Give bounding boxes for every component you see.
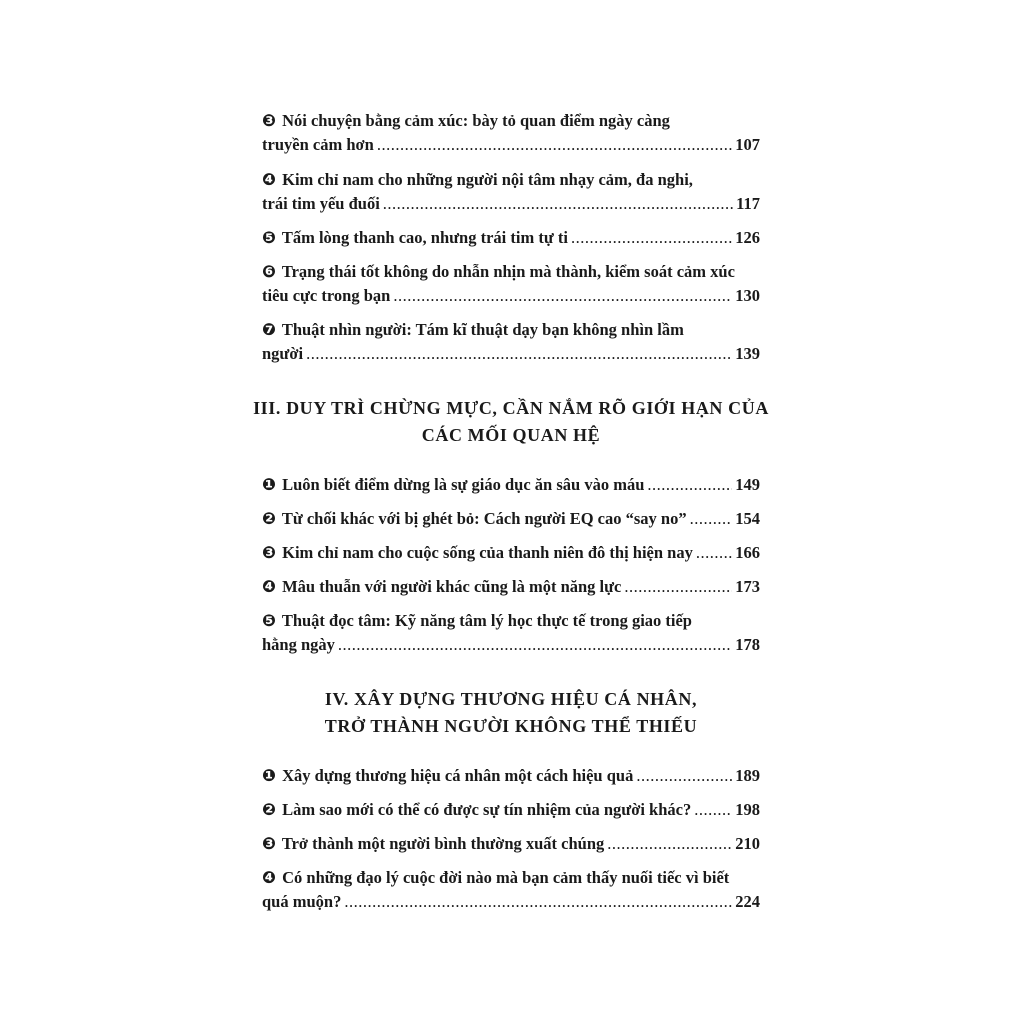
entry-title-cont: tiêu cực trong bạn bbox=[262, 286, 391, 305]
number-3-icon: ❸ bbox=[262, 111, 276, 130]
number-5-icon: ❺ bbox=[262, 611, 276, 630]
entry-title-cont: truyền cảm hơn bbox=[262, 135, 374, 154]
entry-title-cont: hằng ngày bbox=[262, 635, 335, 654]
number-2-icon: ❷ bbox=[262, 800, 276, 819]
entry-title-cont: quá muộn? bbox=[262, 892, 342, 911]
dot-leader bbox=[338, 633, 732, 657]
number-3-icon: ❸ bbox=[262, 834, 276, 853]
page-number: 210 bbox=[735, 834, 760, 853]
entry-title: Thuật nhìn người: Tám kĩ thuật dạy bạn không nhìn lầm bbox=[281, 320, 684, 339]
dot-leader bbox=[636, 764, 732, 788]
toc-entry bbox=[262, 832, 760, 856]
number-4-icon: ❹ bbox=[262, 577, 276, 596]
dot-leader bbox=[383, 192, 733, 216]
section-heading-line: IV. XÂY DỰNG THƯƠNG HIỆU CÁ NHÂN, bbox=[324, 689, 698, 709]
number-1-icon: ❶ bbox=[262, 766, 276, 785]
section-heading bbox=[242, 686, 780, 740]
number-3-icon: ❸ bbox=[262, 543, 276, 562]
page-number: 189 bbox=[735, 766, 760, 785]
number-7-icon: ❼ bbox=[262, 320, 276, 339]
dot-leader bbox=[344, 890, 732, 914]
toc-entry bbox=[262, 226, 760, 250]
entry-title: Luôn biết điểm dừng là sự giáo dục ăn sâu vào máu bbox=[282, 475, 645, 494]
number-4-icon: ❹ bbox=[262, 170, 276, 189]
toc-entry bbox=[262, 318, 760, 366]
entry-title: Làm sao mới có thể có được sự tín nhiệm của người khác? bbox=[282, 800, 692, 819]
dot-leader bbox=[690, 507, 733, 531]
number-2-icon: ❷ bbox=[262, 509, 276, 528]
page-number: 198 bbox=[735, 800, 760, 819]
section-heading-line: III. DUY TRÌ CHỪNG MỰC, CẦN NẮM RÕ GIỚI HẠN CỦA bbox=[253, 398, 769, 418]
toc-entry bbox=[262, 866, 760, 914]
entry-title: Trạng thái tốt không do nhẫn nhịn mà thành, kiểm soát cảm xúc bbox=[281, 262, 735, 281]
entry-title: Tấm lòng thanh cao, nhưng trái tim tự ti bbox=[281, 228, 568, 247]
toc-entry bbox=[262, 260, 760, 308]
section-heading-line: TRỞ THÀNH NGƯỜI KHÔNG THỂ THIẾU bbox=[324, 716, 698, 736]
entry-title: Kim chỉ nam cho những người nội tâm nhạy cảm, đa nghi, bbox=[282, 170, 693, 189]
entry-title: Kim chỉ nam cho cuộc sống của thanh niên đô thị hiện nay bbox=[282, 543, 693, 562]
number-6-icon: ❻ bbox=[262, 262, 276, 281]
dot-leader bbox=[624, 575, 732, 599]
number-5-icon: ❺ bbox=[262, 228, 276, 247]
section-heading bbox=[242, 395, 780, 449]
page-number: 178 bbox=[735, 635, 760, 654]
toc-entry bbox=[262, 575, 760, 599]
page-number: 130 bbox=[735, 286, 760, 305]
page-number: 117 bbox=[736, 194, 760, 213]
section-heading-line: CÁC MỐI QUAN HỆ bbox=[421, 425, 601, 445]
toc-entry bbox=[262, 168, 760, 216]
number-4-icon: ❹ bbox=[262, 868, 276, 887]
toc-entry bbox=[262, 609, 760, 657]
entry-title: Nói chuyện bằng cảm xúc: bày tỏ quan điểm ngày càng bbox=[282, 111, 670, 130]
entry-title: Trở thành một người bình thường xuất chúng bbox=[281, 834, 605, 853]
entry-title-cont: người bbox=[262, 344, 304, 363]
page-number: 149 bbox=[735, 475, 760, 494]
page-number: 224 bbox=[735, 892, 760, 911]
dot-leader bbox=[306, 342, 732, 366]
page-number: 173 bbox=[735, 577, 760, 596]
entry-title-cont: trái tim yếu đuối bbox=[262, 194, 380, 213]
toc-entry bbox=[262, 541, 760, 565]
dot-leader bbox=[571, 226, 732, 250]
dot-leader bbox=[393, 284, 732, 308]
dot-leader bbox=[647, 473, 732, 497]
page-number: 107 bbox=[735, 135, 760, 154]
entry-title: Từ chối khác với bị ghét bỏ: Cách người EQ cao “say no” bbox=[281, 509, 687, 528]
toc-entry bbox=[262, 473, 760, 497]
toc-entry bbox=[262, 109, 760, 157]
entry-title: Thuật đọc tâm: Kỹ năng tâm lý học thực tế trong giao tiếp bbox=[281, 611, 692, 630]
number-1-icon: ❶ bbox=[262, 475, 276, 494]
dot-leader bbox=[377, 133, 732, 157]
entry-title: Xây dựng thương hiệu cá nhân một cách hiệu quả bbox=[282, 766, 634, 785]
toc-entry bbox=[262, 507, 760, 531]
entry-title: Mâu thuẫn với người khác cũng là một năng lực bbox=[282, 577, 622, 596]
dot-leader bbox=[607, 832, 732, 856]
entry-title: Có những đạo lý cuộc đời nào mà bạn cảm thấy nuối tiếc vì biết bbox=[282, 868, 730, 887]
page-number: 166 bbox=[735, 543, 760, 562]
page-number: 154 bbox=[735, 509, 760, 528]
dot-leader bbox=[696, 541, 732, 565]
dot-leader bbox=[694, 798, 732, 822]
toc-entry bbox=[262, 764, 760, 788]
toc-entry bbox=[262, 798, 760, 822]
page-number: 126 bbox=[735, 228, 760, 247]
page-number: 139 bbox=[735, 344, 760, 363]
